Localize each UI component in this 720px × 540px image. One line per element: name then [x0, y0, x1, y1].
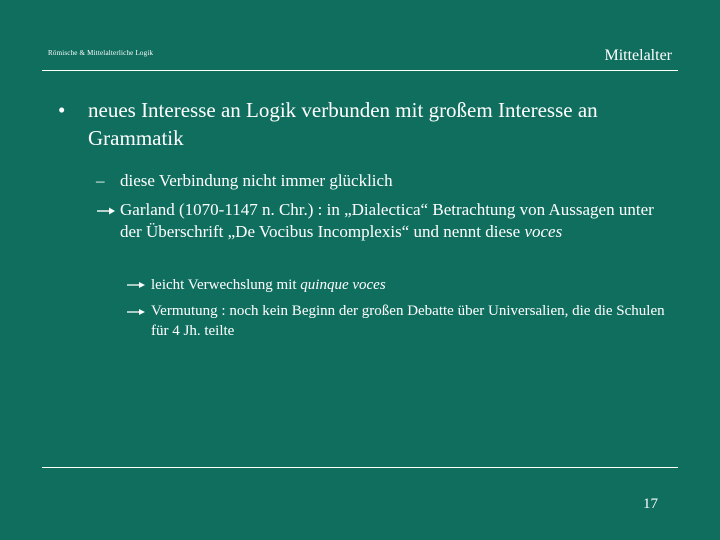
bullet-text-main: Garland (1070-1147 n. Chr.) : in „Dialectica“ Betrachtung von Aussagen unter der Überschrift „De Vocibus Incomplexis“ und nennt diese	[120, 200, 654, 241]
header-section-title: Mittelalter	[604, 47, 672, 64]
bullet-text: diese Verbindung nicht immer glücklich	[120, 171, 393, 190]
bullet-level2-arrow	[96, 199, 676, 243]
bullet-text: Vermutung : noch kein Beginn der großen Debatte über Universalien, die die Schulen für 4 Jh. teilte	[151, 303, 665, 339]
bullet-text	[120, 199, 676, 243]
bullet-text: neues Interesse an Logik verbunden mit großem Interesse an Grammatik	[88, 98, 598, 150]
header-divider	[42, 70, 678, 71]
dash-marker: –	[96, 171, 105, 190]
bullet-text-main: leicht Verwechslung mit	[151, 277, 301, 293]
arrow-right-icon	[126, 275, 148, 301]
footer-divider	[42, 467, 678, 468]
header-course-title: Römische & Mittelalterliche Logik	[48, 49, 154, 57]
bullet-marker: •	[58, 98, 66, 122]
bullet-level3-arrow	[126, 275, 666, 295]
page-number: 17	[643, 496, 658, 512]
bullet-text-italic: quinque voces	[300, 277, 386, 293]
bullet-level1	[58, 96, 668, 152]
bullet-level3-arrow	[126, 301, 666, 341]
bullet-level2-dash	[96, 170, 676, 192]
arrow-right-icon	[96, 199, 118, 225]
bullet-text-italic: voces	[524, 222, 563, 241]
arrow-right-icon	[126, 301, 148, 327]
bullet-text	[151, 275, 666, 295]
